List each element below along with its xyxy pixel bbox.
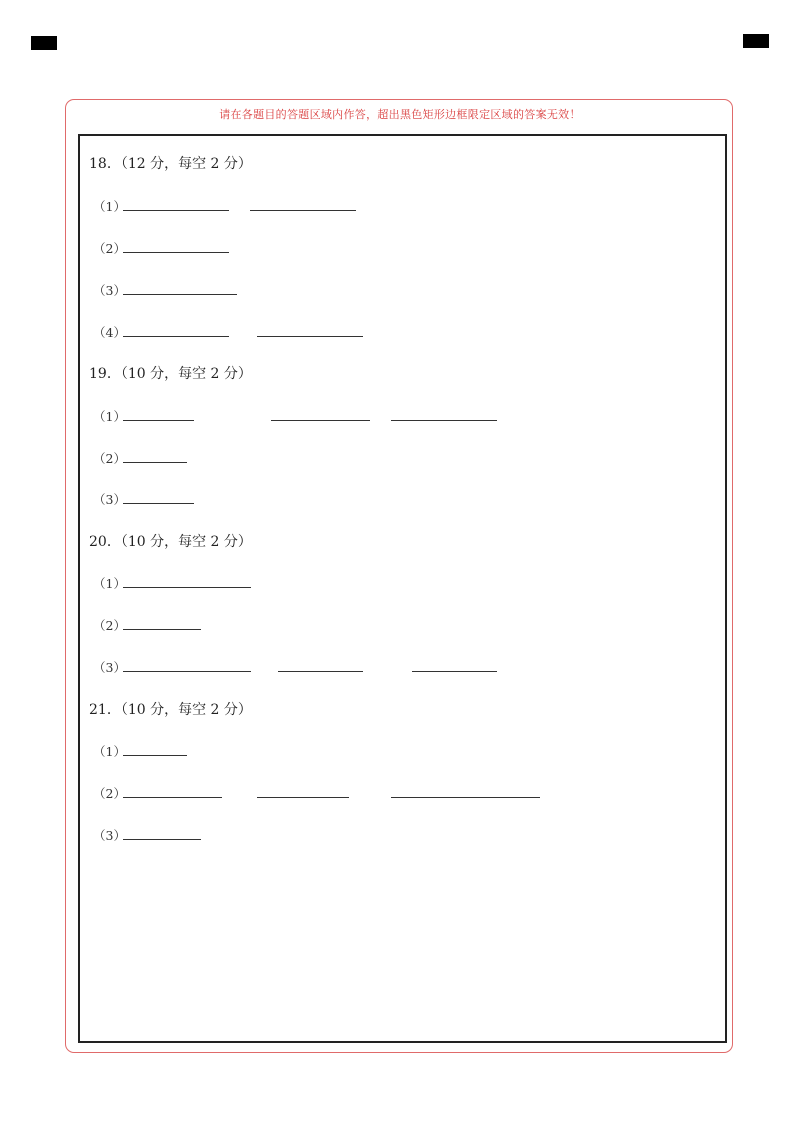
answer-area-notice: 请在各题目的答题区域内作答，超出黑色矩形边框限定区域的答案无效！ [219, 108, 581, 121]
answer-box [78, 134, 727, 1043]
q18-part-3-label: （3） [93, 283, 126, 298]
q19-part-1-blank-1[interactable] [123, 420, 194, 421]
q20-part-3-blank-3[interactable] [412, 671, 497, 672]
q18-part-1-blank-2[interactable] [250, 210, 356, 211]
q19-part-2-blank-1[interactable] [123, 462, 187, 463]
q21-part-1-blank-1[interactable] [123, 755, 187, 756]
q21-part-3-blank-1[interactable] [123, 839, 201, 840]
q18-part-4-label: （4） [93, 325, 126, 340]
q20-part-1-label: （1） [93, 576, 126, 591]
q19-part-3-label: （3） [93, 492, 126, 507]
q18-part-1-label: （1） [93, 199, 126, 214]
q20-part-3-blank-2[interactable] [278, 671, 363, 672]
q19-part-3-blank-1[interactable] [123, 503, 194, 504]
q18-part-4-blank-2[interactable] [257, 336, 363, 337]
q18-part-4-blank-1[interactable] [123, 336, 229, 337]
q18-part-3-blank-1[interactable] [123, 294, 237, 295]
q21-part-2-blank-2[interactable] [257, 797, 349, 798]
q18-part-2-blank-1[interactable] [123, 252, 229, 253]
q21-part-2-label: （2） [93, 786, 126, 801]
question-20-title: 20．（10 分，每空 2 分） [89, 534, 252, 550]
q21-part-2-blank-1[interactable] [123, 797, 222, 798]
q21-part-3-label: （3） [93, 828, 126, 843]
q20-part-3-label: （3） [93, 660, 126, 675]
q19-part-2-label: （2） [93, 451, 126, 466]
q18-part-2-label: （2） [93, 241, 126, 256]
q19-part-1-label: （1） [93, 409, 126, 424]
q19-part-1-blank-3[interactable] [391, 420, 497, 421]
q21-part-2-blank-3[interactable] [391, 797, 540, 798]
question-19-title: 19．（10 分，每空 2 分） [89, 366, 252, 382]
q19-part-1-blank-2[interactable] [271, 420, 370, 421]
alignment-marker-right [743, 34, 769, 48]
q18-part-1-blank-1[interactable] [123, 210, 229, 211]
question-18-title: 18．（12 分，每空 2 分） [89, 156, 252, 172]
q20-part-2-label: （2） [93, 618, 126, 633]
question-21-title: 21．（10 分，每空 2 分） [89, 702, 252, 718]
alignment-marker-left [31, 36, 57, 50]
q21-part-1-label: （1） [93, 744, 126, 759]
q20-part-1-blank-1[interactable] [123, 587, 251, 588]
q20-part-2-blank-1[interactable] [123, 629, 201, 630]
q20-part-3-blank-1[interactable] [123, 671, 251, 672]
